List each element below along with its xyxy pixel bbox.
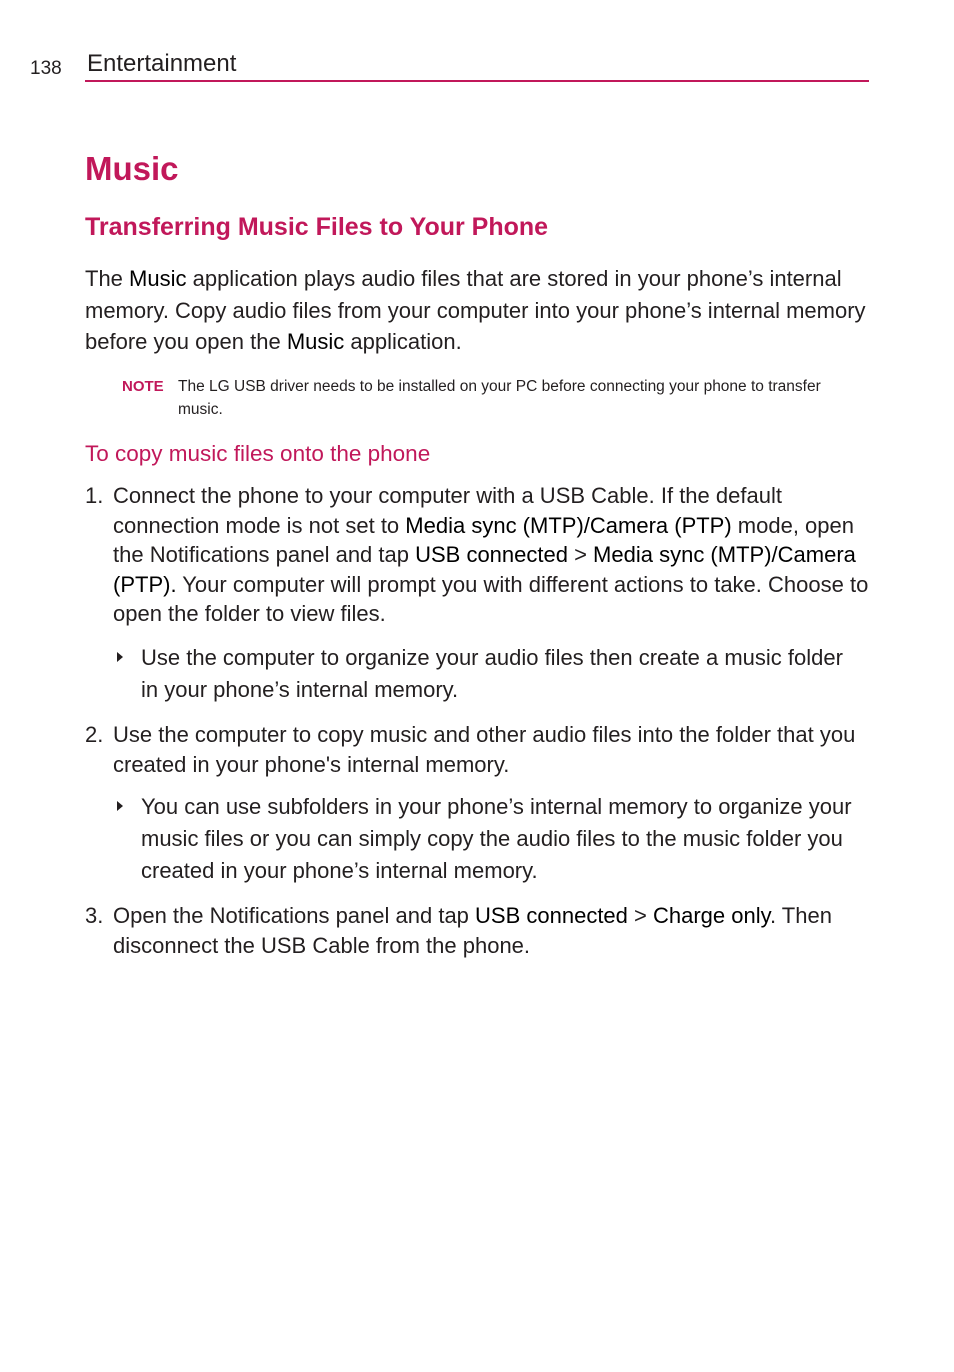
triangle-bullet-icon (117, 652, 123, 662)
bullet-text: Use the computer to organize your audio files then create a music folder in your phone’s internal memory. (141, 645, 843, 702)
step-text (113, 481, 875, 629)
note-text: The LG USB driver needs to be installed on your PC before connecting your phone to transfer music. (178, 378, 821, 418)
step-text: Use the computer to copy music and other audio files into the folder that you created in your phone's internal memory. (113, 722, 856, 777)
step-text (113, 901, 875, 960)
ui-term: Media sync (MTP)/Camera (PTP) (405, 512, 732, 538)
step-number: 1. (85, 483, 104, 508)
procedure-title: To copy music files onto the phone (85, 441, 431, 466)
step-item (85, 481, 875, 629)
ui-term: USB connected (475, 903, 628, 928)
ui-term: USB connected (415, 542, 568, 567)
step-text-part: mode, open the Notifications panel and tap (113, 512, 854, 567)
intro-paragraph (85, 263, 875, 358)
intro-text: application plays audio files that are stored in your phone’s internal memory. Copy audio files from your computer into your phone’s internal memory before you open the (85, 266, 866, 354)
ui-term: Charge only (652, 903, 770, 928)
section-header: Entertainment (87, 50, 237, 77)
music-app-name: Music (129, 266, 187, 291)
step-item (85, 901, 875, 960)
page-number: 138 (30, 58, 62, 79)
triangle-bullet-icon (117, 801, 123, 811)
step-text-part: Your computer will prompt you with different actions to take. Choose to open the folder to view files. (113, 571, 869, 626)
note-label: NOTE (122, 378, 164, 395)
bullet-text: You can use subfolders in your phone’s internal memory to organize your music files or you can simply copy the audio files to the music folder you created in your phone’s internal memory. (141, 794, 852, 883)
ui-term: Media sync (MTP)/Camera (PTP). (113, 542, 856, 597)
bullet-item (117, 791, 862, 887)
section-subtitle: Transferring Music Files to Your Phone (85, 213, 549, 241)
step-text-part: > (567, 542, 594, 567)
step-item (85, 720, 875, 779)
music-app-name: Music (286, 329, 345, 354)
step-text-part: Open the Notifications panel and tap (113, 903, 476, 928)
step-text-part: . Then disconnect the USB Cable from the phone. (113, 903, 832, 958)
intro-text: application. (344, 329, 462, 354)
note-block (122, 375, 862, 421)
step-number: 2. (85, 722, 104, 747)
intro-text: The (85, 266, 130, 291)
page-title: Music (85, 150, 179, 187)
step-text-part: Connect the phone to your computer with a USB Cable. If the default connection mode is not set to (113, 483, 782, 538)
bullet-item (117, 642, 862, 706)
step-number: 3. (85, 903, 104, 928)
step-text-part: > (627, 903, 653, 928)
header-divider (85, 80, 869, 82)
